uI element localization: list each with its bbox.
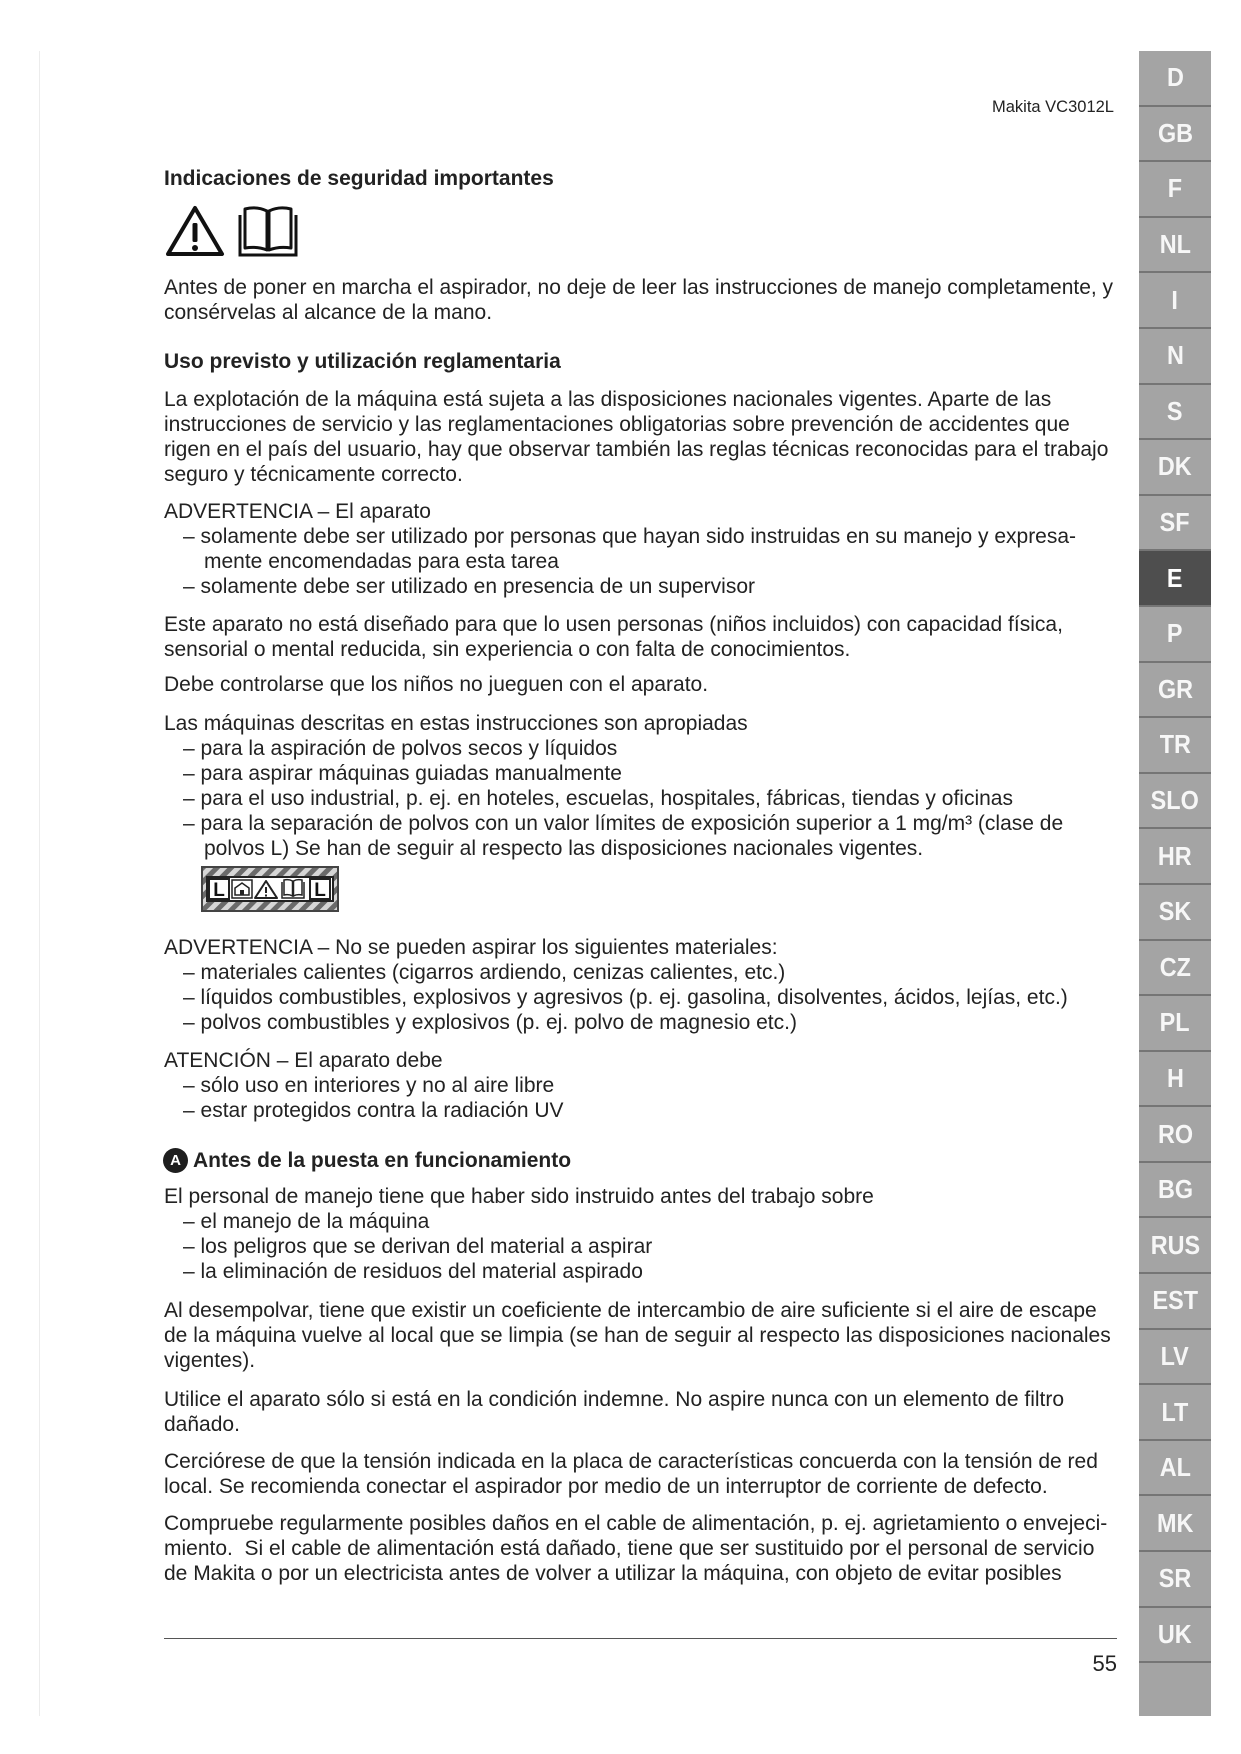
list-item: – la eliminación de residuos del material aspirado: [183, 1260, 643, 1283]
caution-use-block: [164, 1048, 564, 1123]
page-number: 55: [1092, 1651, 1117, 1676]
paragraph-line: Al desempolvar, tiene que existir un coeficiente de intercambio de aire suficiente si el aire de escape: [164, 1299, 1097, 1322]
list-item: – solamente debe ser utilizado por personas que hayan sido instruidas en su manejo y expresa-: [183, 525, 1077, 548]
language-tab-label: SF: [1160, 507, 1190, 538]
section-title-safety: Indicaciones de seguridad importantes: [164, 167, 554, 190]
paragraph-line: Este aparato no está diseñado para que lo usen personas (niños incluidos) con capacidad física,: [164, 613, 1063, 636]
language-tab-label: N: [1166, 340, 1184, 371]
language-tab-mk: [1139, 1496, 1211, 1552]
list-item-continuation: polvos L) Se han de seguir al respecto las disposiciones nacionales vigentes.: [204, 837, 924, 860]
children-notice: Debe controlarse que los niños no jueguen con el aparato.: [164, 673, 709, 696]
ventilation-paragraph: [164, 1298, 1111, 1373]
warning-lead: ADVERTENCIA – El aparato: [164, 500, 431, 523]
language-tab-sk: [1139, 885, 1211, 941]
caution-lead: ATENCIÓN – El aparato debe: [164, 1049, 443, 1072]
list-lead: El personal de manejo tiene que haber sido instruido antes del trabajo sobre: [164, 1185, 874, 1208]
dust-class-l-label-icon: [201, 866, 339, 912]
language-tab-label: DK: [1158, 451, 1192, 482]
suitability-block: [164, 711, 1063, 861]
list-item: – para aspirar máquinas guiadas manualmente: [183, 762, 622, 785]
list-item: – materiales calientes (cigarros ardiendo, cenizas calientes, etc.): [183, 961, 786, 984]
warning-materials-block: [164, 935, 1068, 1035]
paragraph-line: Cerciórese de que la tensión indicada en la placa de características concuerda con la tensión de red: [164, 1450, 1098, 1473]
language-tab-sr: [1139, 1552, 1211, 1608]
language-tab-est: [1139, 1274, 1211, 1330]
safety-intro-paragraph: [164, 275, 1113, 325]
language-tab-label: EST: [1152, 1285, 1198, 1316]
dust-class-letter-left: L: [213, 880, 225, 901]
paragraph-line: Compruebe regularmente posibles daños en el cable de alimentación, p. ej. agrietamiento o envejeci-: [164, 1512, 1108, 1535]
warning-operators-block: [164, 499, 1076, 599]
filter-condition-paragraph: [164, 1387, 1064, 1437]
language-tab-label: I: [1171, 284, 1179, 315]
language-tab-label: D: [1166, 62, 1184, 93]
language-tab-label: RO: [1157, 1118, 1193, 1149]
language-tab-tr: [1139, 718, 1211, 774]
language-tab-label: RUS: [1150, 1229, 1200, 1260]
scan-edge-line: [39, 51, 40, 1716]
list-item: – polvos combustibles y explosivos (p. ej. polvo de magnesio etc.): [183, 1011, 797, 1034]
training-block: [164, 1184, 874, 1284]
section-marker-a-icon: A: [164, 1149, 187, 1172]
language-tab-rus: [1139, 1218, 1211, 1274]
language-tab-label: CZ: [1159, 951, 1191, 982]
section-title-intended-use: Uso previsto y utilización reglamentaria: [164, 350, 561, 373]
language-tab-nl: [1139, 218, 1211, 274]
voltage-check-paragraph: [164, 1449, 1098, 1499]
list-item: – para el uso industrial, p. ej. en hoteles, escuelas, hospitales, fábricas, tiendas y oficinas: [183, 787, 1013, 810]
language-tab-label: P: [1167, 618, 1183, 649]
language-tab-f: [1139, 162, 1211, 218]
language-tab-s: [1139, 385, 1211, 441]
language-tab-dk: [1139, 440, 1211, 496]
language-tab-label: NL: [1159, 229, 1191, 260]
language-tab-label: SR: [1158, 1563, 1192, 1594]
paragraph-line: sensorial o mental reducida, sin experiencia o con falta de conocimientos.: [164, 638, 851, 661]
language-tab-uk: [1139, 1608, 1211, 1664]
paragraph-line: consérvelas al alcance de la mano.: [164, 301, 493, 324]
list-item: – solamente debe ser utilizado en presencia de un supervisor: [183, 575, 756, 598]
list-item: – líquidos combustibles, explosivos y agresivos (p. ej. gasolina, disolventes, ácidos, lejías, etc.): [183, 986, 1068, 1009]
paragraph-line: vigentes).: [164, 1349, 256, 1372]
list-item: – para la aspiración de polvos secos y líquidos: [183, 737, 618, 760]
list-item: – estar protegidos contra la radiación UV: [183, 1099, 564, 1122]
language-tab-label: AL: [1159, 1452, 1191, 1483]
paragraph-line: Antes de poner en marcha el aspirador, no deje de leer las instrucciones de manejo completamente, y: [164, 276, 1114, 299]
paragraph-line: instrucciones de servicio y las reglamentaciones obligatorias sobre prevención de accidentes que: [164, 413, 1070, 436]
warning-lead: ADVERTENCIA – No se pueden aspirar los siguientes materiales:: [164, 936, 778, 959]
language-tab-p: [1139, 607, 1211, 663]
language-tab-label: LT: [1161, 1396, 1189, 1427]
language-tab-gb: [1139, 107, 1211, 163]
paragraph-line: seguro y técnicamente correcto.: [164, 463, 463, 486]
paragraph-line: dañado.: [164, 1413, 240, 1436]
language-tab-label: PL: [1160, 1007, 1190, 1038]
language-tab-sf: [1139, 496, 1211, 552]
capability-notice-paragraph: [164, 612, 1063, 662]
language-tab-label: H: [1166, 1062, 1184, 1093]
paragraph-line: local. Se recomienda conectar el aspirador por medio de un interruptor de corriente de defecto.: [164, 1475, 1048, 1498]
warning-triangle-icon: [164, 203, 226, 259]
language-tab-label: BG: [1157, 1174, 1193, 1205]
language-tab-d: [1139, 51, 1211, 107]
paragraph-line: miento. Si el cable de alimentación está dañado, tiene que ser sustituido por el personal de servicio: [164, 1537, 1095, 1560]
footer-rule: [164, 1638, 1117, 1639]
list-item: – sólo uso en interiores y no al aire libre: [183, 1074, 555, 1097]
paragraph-line: La explotación de la máquina está sujeta a las disposiciones nacionales vigentes. Aparte de las: [164, 388, 1052, 411]
language-tab-label: UK: [1158, 1618, 1192, 1649]
language-tab-ro: [1139, 1107, 1211, 1163]
language-tab-label: HR: [1158, 840, 1192, 871]
language-tab-pl: [1139, 996, 1211, 1052]
language-tab-label: F: [1167, 173, 1183, 204]
language-tab-bg: [1139, 1163, 1211, 1219]
language-tab-label: GR: [1157, 673, 1193, 704]
language-tab-n: [1139, 329, 1211, 385]
dust-class-letter-right: L: [314, 880, 326, 901]
list-item-continuation: mente encomendadas para esta tarea: [204, 550, 559, 573]
language-tab-label: S: [1167, 395, 1183, 426]
language-tab-label: MK: [1156, 1507, 1194, 1538]
language-tab-lt: [1139, 1385, 1211, 1441]
paragraph-line: de Makita o por un electricista antes de volver a utilizar la máquina, con objeto de evitar posibles: [164, 1562, 1062, 1585]
language-tab-i: [1139, 273, 1211, 329]
list-item: – el manejo de la máquina: [183, 1210, 430, 1233]
language-tab-h: [1139, 1052, 1211, 1108]
list-item: – para la separación de polvos con un valor límites de exposición superior a 1 mg/m³ (clase de: [183, 812, 1064, 835]
paragraph-line: de la máquina vuelve al local que se limpia (se han de seguir al respecto las disposiciones nacionales: [164, 1324, 1111, 1347]
language-tab-label: E: [1167, 562, 1183, 593]
language-tab-slo: [1139, 774, 1211, 830]
page-header-model: Makita VC3012L: [992, 98, 1114, 116]
paragraph-line: Utilice el aparato sólo si está en la condición indemne. No aspire nunca con un elemento de filtro: [164, 1388, 1065, 1411]
language-tab-cz: [1139, 941, 1211, 997]
cable-check-paragraph: [164, 1511, 1107, 1586]
list-item: – los peligros que se derivan del material a aspirar: [183, 1235, 653, 1258]
language-tab-label: LV: [1160, 1340, 1190, 1371]
regulations-paragraph: [164, 387, 1108, 487]
section-title-before-operation: Antes de la puesta en funcionamiento: [193, 1149, 572, 1172]
language-tab-e: [1139, 551, 1211, 607]
read-manual-icon: [237, 203, 299, 259]
list-lead: Las máquinas descritas en estas instrucciones son apropiadas: [164, 712, 748, 735]
language-tab-hr: [1139, 829, 1211, 885]
language-tab-label: TR: [1159, 729, 1191, 760]
language-tab-label: SLO: [1150, 785, 1200, 816]
language-tabs: [1139, 51, 1211, 1716]
language-tab-lv: [1139, 1330, 1211, 1386]
language-tab-gr: [1139, 663, 1211, 719]
language-tab-label: GB: [1157, 117, 1193, 148]
paragraph-line: rigen en el país del usuario, hay que observar también las reglas técnicas reconocidas para el trabajo: [164, 438, 1109, 461]
language-tab-al: [1139, 1441, 1211, 1497]
language-tab-label: SK: [1158, 896, 1192, 927]
